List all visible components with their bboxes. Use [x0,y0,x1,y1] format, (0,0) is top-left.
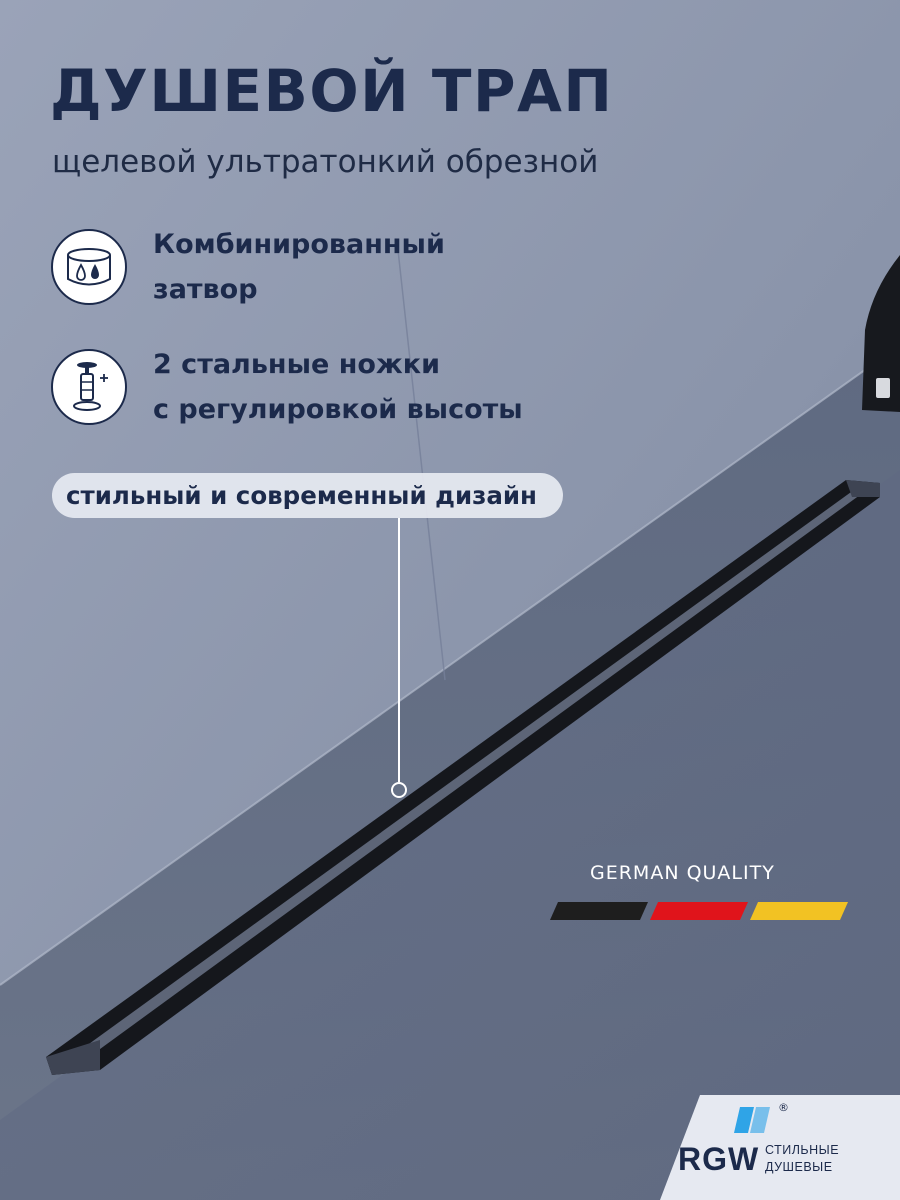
tagline-line: СТИЛЬНЫЕ [765,1143,840,1157]
design-callout: стильный и современный дизайн [52,473,563,518]
brand-logo [660,1095,900,1200]
feature-line: с регулировкой высоты [153,394,523,425]
flag-stripe-red [650,902,748,920]
adjustable-leg-icon [50,348,128,426]
tagline-line: ДУШЕВЫЕ [765,1160,833,1174]
german-flag-stripes [550,902,850,920]
feature-text [153,222,445,312]
page-subtitle: щелевой ультратонкий обрезной [52,144,599,180]
feature-line: затвор [153,274,258,305]
brand-tagline [765,1142,839,1176]
brand-name: RGW [678,1141,760,1177]
feature-line: Комбинированный [153,229,445,260]
quality-label: GERMAN QUALITY [590,862,775,884]
feature-item [50,342,523,432]
water-seal-icon [50,228,128,306]
flag-stripe-gold [750,902,848,920]
flag-stripe-black [550,902,648,920]
feature-text [153,342,523,432]
registered-mark: ® [778,1101,789,1114]
rgw-logo-mark-icon [734,1107,774,1133]
page-title: ДУШЕВОЙ ТРАП [50,57,614,125]
feature-line: 2 стальные ножки [153,349,441,380]
feature-item [50,222,445,312]
